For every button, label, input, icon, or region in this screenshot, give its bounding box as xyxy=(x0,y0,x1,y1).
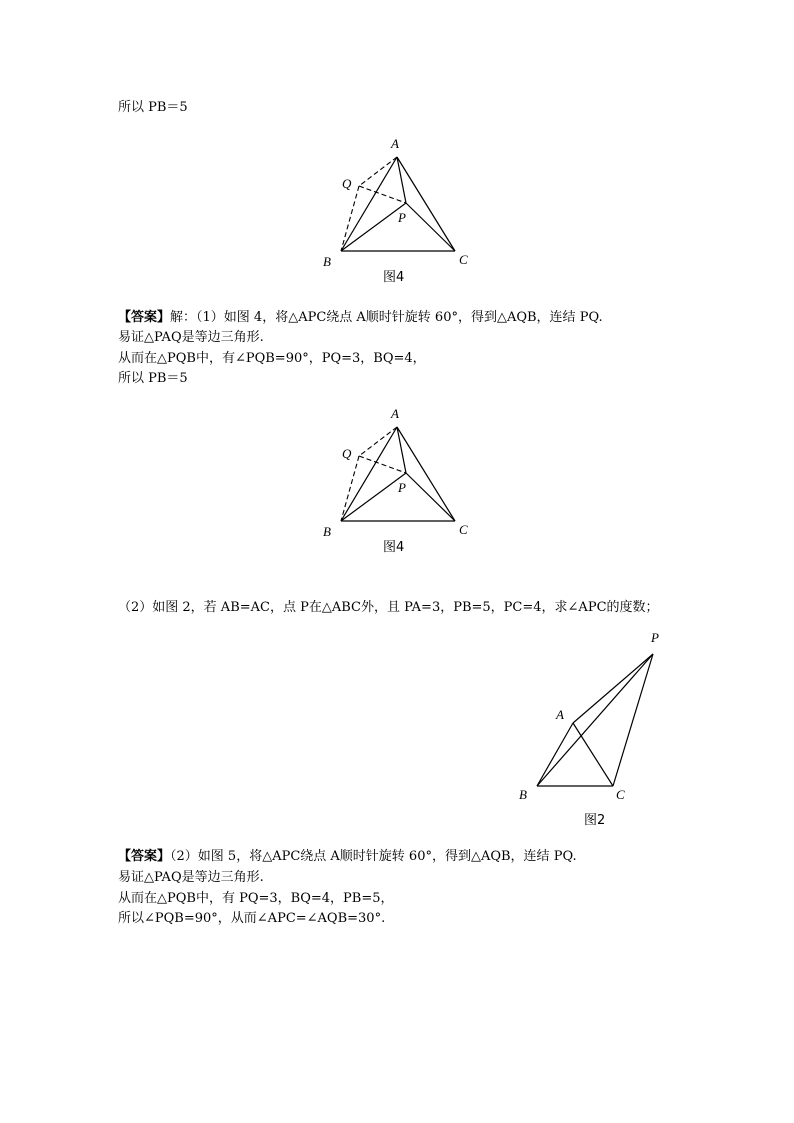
figure-caption: 图2 xyxy=(584,813,606,828)
answer-2-line-3: 从而在△PQB中，有 PQ=3，BQ=4，PB=5， xyxy=(118,891,394,906)
label-a: A xyxy=(556,707,564,722)
label-a: A xyxy=(391,406,399,421)
label-p: P xyxy=(398,480,406,495)
edge-ab xyxy=(537,723,573,786)
figure-caption: 图4 xyxy=(383,540,405,555)
label-a: A xyxy=(391,136,399,151)
edge-pc xyxy=(613,654,653,786)
label-b: B xyxy=(323,524,331,539)
edge-ac xyxy=(573,723,613,786)
label-c: C xyxy=(616,787,625,802)
label-b: B xyxy=(519,787,527,802)
answer-1-line-2: 易证△PAQ是等边三角形. xyxy=(118,330,264,345)
edge-pb xyxy=(537,654,653,786)
edge-pa xyxy=(573,654,653,723)
label-q: Q xyxy=(342,176,352,191)
question-2: （2）如图 2，若 AB=AC，点 P在△ABC外，且 PA=3，PB=5，PC=4，求∠APC的度数； xyxy=(118,600,659,615)
answer-tag: 【答案】 xyxy=(118,310,171,325)
answer-tag: 【答案】 xyxy=(118,849,171,864)
figure-caption: 图4 xyxy=(383,270,405,285)
label-q: Q xyxy=(342,446,352,461)
label-b: B xyxy=(323,254,331,269)
text-line-pb: 所以 PB＝5 xyxy=(118,100,188,115)
label-c: C xyxy=(459,252,468,267)
label-p: P xyxy=(651,630,659,645)
answer-2-line-4: 所以∠PQB=90°，从而∠APC=∠AQB=30°. xyxy=(118,911,386,926)
answer-2-line-1: 【答案】（2）如图 5，将△APC绕点 A顺时针旋转 60°，得到△AQB，连结 PQ. xyxy=(118,849,577,864)
label-p: P xyxy=(398,210,406,225)
answer-2-line-2: 易证△PAQ是等边三角形. xyxy=(118,870,264,885)
answer-1-line-1: 【答案】解：（1）如图 4，将△APC绕点 A顺时针旋转 60°，得到△AQB，连结 PQ. xyxy=(118,310,603,325)
answer-1-line-3: 从而在△PQB中，有∠PQB=90°，PQ=3，BQ=4， xyxy=(118,351,426,366)
label-c: C xyxy=(459,522,468,537)
answer-1-line-4: 所以 PB＝5 xyxy=(118,371,188,386)
